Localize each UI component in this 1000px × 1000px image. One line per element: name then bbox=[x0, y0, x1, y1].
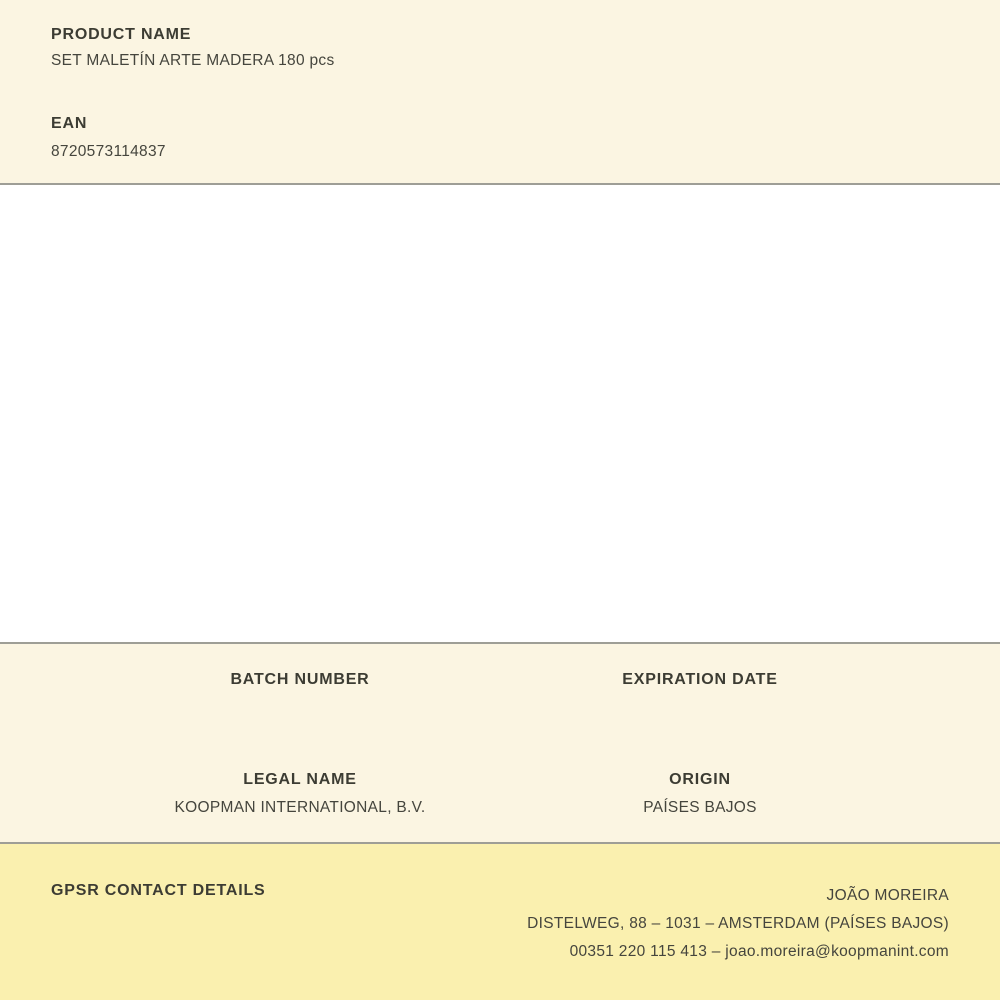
origin-cell bbox=[500, 772, 900, 816]
ean-value: 8720573114837 bbox=[51, 143, 166, 160]
gpsr-contact-phone-email: 00351 220 115 413 – joao.moreira@koopmanint.com bbox=[569, 943, 949, 960]
expiration-date-cell bbox=[500, 672, 900, 700]
gpsr-section bbox=[0, 844, 1000, 1000]
legal-name-value: KOOPMAN INTERNATIONAL, B.V. bbox=[174, 799, 426, 816]
details-section bbox=[0, 642, 1000, 844]
origin-value: PAÍSES BAJOS bbox=[643, 799, 757, 816]
gpsr-contact-block bbox=[527, 882, 949, 966]
product-name-value: SET MALETÍN ARTE MADERA 180 pcs bbox=[51, 52, 335, 69]
gpsr-contact-address: DISTELWEG, 88 – 1031 – AMSTERDAM (PAÍSES BAJOS) bbox=[527, 915, 949, 932]
empty-image-area bbox=[0, 185, 1000, 642]
gpsr-title: GPSR CONTACT DETAILS bbox=[51, 882, 266, 899]
legal-name-cell bbox=[100, 772, 500, 816]
product-header-section bbox=[0, 0, 1000, 185]
product-name-label: PRODUCT NAME bbox=[51, 26, 192, 43]
gpsr-contact-name: JOÃO MOREIRA bbox=[826, 887, 949, 904]
details-row-1 bbox=[100, 672, 900, 700]
batch-number-cell bbox=[100, 672, 500, 700]
legal-name-label: LEGAL NAME bbox=[243, 771, 357, 788]
expiration-date-label: EXPIRATION DATE bbox=[622, 671, 778, 688]
details-row-2 bbox=[100, 772, 900, 816]
ean-label: EAN bbox=[51, 115, 88, 132]
batch-number-label: BATCH NUMBER bbox=[230, 671, 370, 688]
origin-label: ORIGIN bbox=[669, 771, 731, 788]
